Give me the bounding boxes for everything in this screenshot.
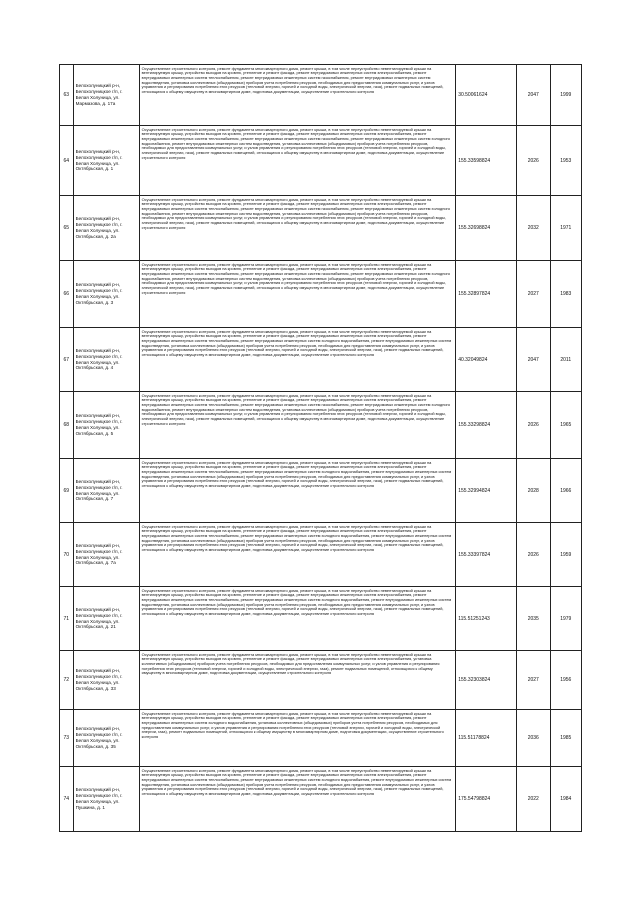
table-row bbox=[60, 261, 582, 328]
row-address: Белохолуницкий р-н, Белохолуницкое г/п, г. Белая Холуница, ул. Октябрьская, д. 21 bbox=[73, 587, 139, 651]
row-number: 71 bbox=[60, 587, 74, 651]
row-cost: 40.32049824 bbox=[456, 328, 517, 392]
row-address: Белохолуницкий р-н, Белохолуницкое г/п, г. Белая Холуница, ул. Октябрьская, д. 1 bbox=[73, 126, 139, 196]
row-works: Осуществление строительного контроля, ремонт фундамента многоквартирного дома, ремонт крыши, в том числе переустройство невентилируемой крыши на вентилируемую крышу, устройство выходов на кровлю, утепление и ремонт фасада, ремонт внутридомовых инженерных систем электроснабжения, ремонт внутридомовых инженерных систем теплоснабжения, ремонт внутридомовых инженерных систем газоснабжения, ремонт внутридомовых инженерных систем холодного водоснабжения, ремонт внутридомовых инженерных систем водоотведения, установка коллективных (общедомовых) приборов учета потребления ресурсов, необходимых для предоставления коммунальных услуг, и узлов управления и регулирования потребления этих ресурсов (тепловой энергии, горячей и холодной воды, электрической энергии, газа), ремонт подвальных помещений, относящихся к общему имуществу в многоквартирном доме, подготовка документации, осуществление строительного контроля bbox=[139, 261, 456, 328]
row-plan-year: 2026 bbox=[516, 126, 550, 196]
row-built-year: 1999 bbox=[550, 65, 581, 126]
row-works: Осуществление строительного контроля, ремонт фундамента многоквартирного дома, ремонт крыши, в том числе переустройство невентилируемой крыши на вентилируемую крышу, устройство выходов на кровлю, утепление и ремонт фасада, ремонт внутридомовых инженерных систем электроснабжения, установка коллективных (общедомовых) приборов учета потребления ресурсов, необходимых для предоставления коммунальных услуг, и узлов управления и регулирования потребления этих ресурсов (тепловой энергии, горячей и холодной воды, электрической энергии, газа), ремонт подвальных помещений, относящихся к общему имуществу в многоквартирном доме, подготовка документации, осуществление строительного контроля bbox=[139, 651, 456, 710]
row-number: 65 bbox=[60, 196, 74, 261]
row-plan-year: 2047 bbox=[516, 65, 550, 126]
table-row bbox=[60, 328, 582, 392]
row-plan-year: 2022 bbox=[516, 767, 550, 832]
row-address: Белохолуницкий р-н, Белохолуницкое г/п, г. Белая Холуница, ул. Октябрьская, д. 5 bbox=[73, 392, 139, 459]
row-number: 73 bbox=[60, 710, 74, 767]
row-plan-year: 2036 bbox=[516, 710, 550, 767]
row-address: Белохолуницкий р-н, Белохолуницкое г/п, г. Белая Холуница, ул. Октябрьская, д. 7а bbox=[73, 523, 139, 587]
row-cost: 115.51178824 bbox=[456, 710, 517, 767]
row-works: Осуществление строительного контроля, ремонт фундамента многоквартирного дома, ремонт крыши, в том числе переустройство невентилируемой крыши на вентилируемую крышу, устройство выходов на кровлю, утепление и ремонт фасада, ремонт внутридомовых инженерных систем электроснабжения, ремонт внутридомовых инженерных систем теплоснабжения, ремонт внутридомовых инженерных систем холодного водоснабжения, ремонт внутридомовых инженерных систем водоотведения, установка коллективных (общедомовых) приборов учета потребления ресурсов, необходимых для предоставления коммунальных услуг, и узлов управления и регулирования потребления этих ресурсов (тепловой энергии, горячей и холодной воды, электрической энергии, газа), ремонт подвальных помещений, относящихся к общему имуществу в многоквартирном доме, подготовка документации, осуществление строительного контроля bbox=[139, 523, 456, 587]
row-works: Осуществление строительного контроля, ремонт фундамента многоквартирного дома, ремонт крыши, в том числе переустройство невентилируемой крыши на вентилируемую крышу, устройство выходов на кровлю, утепление и ремонт фасада, ремонт внутридомовых инженерных систем электроснабжения, ремонт внутридомовых инженерных систем теплоснабжения, ремонт внутридомовых инженерных систем газоснабжения, ремонт внутридомовых инженерных систем водоотведения, установка коллективных (общедомовых) приборов учета потребления ресурсов, необходимых для предоставления коммунальных услуг, и узлов управления и регулирования потребления этих ресурсов (тепловой энергии, горячей и холодной воды, электрической энергии, газа), ремонт подвальных помещений, относящихся к общему имуществу в многоквартирном доме, подготовка документации, осуществление строительного контроля bbox=[139, 65, 456, 126]
row-works: Осуществление строительного контроля, ремонт фундамента многоквартирного дома, ремонт крыши, в том числе переустройство невентилируемой крыши на вентилируемую крышу, устройство выходов на кровлю, утепление и ремонт фасада, ремонт внутридомовых инженерных систем электроснабжения, ремонт внутридомовых инженерных систем теплоснабжения, ремонт внутридомовых инженерных систем газоснабжения, ремонт внутридомовых инженерных систем холодного водоснабжения, ремонт внутридомовых инженерных систем водоотведения, установка коллективных (общедомовых) приборов учета потребления ресурсов, необходимых для предоставления коммунальных услуг, и узлов управления и регулирования потребления этих ресурсов (тепловой энергии, горячей и холодной воды, электрической энергии, газа), ремонт подвальных помещений, относящихся к общему имуществу в многоквартирном доме, подготовка документации, осуществление строительного контроля bbox=[139, 392, 456, 459]
row-plan-year: 2026 bbox=[516, 392, 550, 459]
row-cost: 175.54798824 bbox=[456, 767, 517, 832]
table-row bbox=[60, 65, 582, 126]
row-plan-year: 2028 bbox=[516, 459, 550, 523]
row-plan-year: 2027 bbox=[516, 261, 550, 328]
row-cost: 155.33397824 bbox=[456, 523, 517, 587]
row-cost: 155.32698824 bbox=[456, 196, 517, 261]
row-built-year: 1985 bbox=[550, 710, 581, 767]
row-plan-year: 2032 bbox=[516, 196, 550, 261]
row-cost: 155.32897824 bbox=[456, 261, 517, 328]
row-number: 66 bbox=[60, 261, 74, 328]
row-built-year: 1984 bbox=[550, 767, 581, 832]
row-built-year: 1983 bbox=[550, 261, 581, 328]
row-address: Белохолуницкий р-н, Белохолуницкое г/п, г. Белая Холуница, ул. Октябрьская, д. 4 bbox=[73, 328, 139, 392]
row-built-year: 1956 bbox=[550, 651, 581, 710]
row-built-year: 1966 bbox=[550, 459, 581, 523]
row-number: 64 bbox=[60, 126, 74, 196]
row-works: Осуществление строительного контроля, ремонт фундамента многоквартирного дома, ремонт крыши, в том числе переустройство невентилируемой крыши на вентилируемую крышу, устройство выходов на кровлю, утепление и ремонт фасада, ремонт внутридомовых инженерных систем электроснабжения, ремонт внутридомовых инженерных систем теплоснабжения, ремонт внутридомовых инженерных систем холодного водоснабжения, ремонт внутридомовых инженерных систем водоотведения, установка коллективных (общедомовых) приборов учета потребления ресурсов, необходимых для предоставления коммунальных услуг, и узлов управления и регулирования потребления этих ресурсов (тепловой энергии, горячей и холодной воды, электрической энергии, газа), ремонт подвальных помещений, относящихся к общему имуществу в многоквартирном доме, подготовка документации, осуществление строительного контроля bbox=[139, 767, 456, 832]
table-row bbox=[60, 651, 582, 710]
table-row bbox=[60, 459, 582, 523]
row-built-year: 1965 bbox=[550, 392, 581, 459]
row-works: Осуществление строительного контроля, ремонт фундамента многоквартирного дома, ремонт крыши, в том числе переустройство невентилируемой крыши на вентилируемую крышу, устройство выходов на кровлю, утепление и ремонт фасада, ремонт внутридомовых инженерных систем электроснабжения, ремонт внутридомовых инженерных систем теплоснабжения, ремонт внутридомовых инженерных систем газоснабжения, ремонт внутридомовых инженерных систем холодного водоснабжения, ремонт внутридомовых инженерных систем водоотведения, установка коллективных (общедомовых) приборов учета потребления ресурсов, необходимых для предоставления коммунальных услуг, и узлов управления и регулирования потребления этих ресурсов (тепловой энергии, горячей и холодной воды, электрической энергии, газа), ремонт подвальных помещений, относящихся к общему имуществу в многоквартирном доме, подготовка документации, осуществление строительного контроля bbox=[139, 126, 456, 196]
row-plan-year: 2027 bbox=[516, 651, 550, 710]
row-cost: 155.33298824 bbox=[456, 392, 517, 459]
capital-repair-table bbox=[59, 64, 582, 832]
row-works: Осуществление строительного контроля, ремонт фундамента многоквартирного дома, ремонт крыши, в том числе переустройство невентилируемой крыши на вентилируемую крышу, устройство выходов на кровлю, утепление и ремонт фасада, ремонт внутридомовых инженерных систем электроснабжения, ремонт внутридомовых инженерных систем холодного водоснабжения, установка коллективных (общедомовых) приборов учета потребления ресурсов, необходимых для предоставления коммунальных услуг, и узлов управления и регулирования потребления этих ресурсов (тепловой энергии, горячей и холодной воды, электрической энергии, газа), ремонт подвальных помещений, относящихся к общему имуществу в многоквартирном доме, подготовка документации, осуществление строительного контроля bbox=[139, 710, 456, 767]
table-row bbox=[60, 587, 582, 651]
table-row bbox=[60, 126, 582, 196]
row-built-year: 1959 bbox=[550, 523, 581, 587]
row-address: Белохолуницкий р-н, Белохолуницкое г/п, г. Белая Холуница, ул. Пушкина, д. 1 bbox=[73, 767, 139, 832]
row-cost: 155.32303824 bbox=[456, 651, 517, 710]
row-works: Осуществление строительного контроля, ремонт фундамента многоквартирного дома, ремонт крыши, в том числе переустройство невентилируемой крыши на вентилируемую крышу, устройство выходов на кровлю, утепление и ремонт фасада, ремонт внутридомовых инженерных систем электроснабжения, ремонт внутридомовых инженерных систем теплоснабжения, ремонт внутридомовых инженерных систем газоснабжения, ремонт внутридомовых инженерных систем холодного водоснабжения, ремонт внутридомовых инженерных систем водоотведения, установка коллективных (общедомовых) приборов учета потребления ресурсов, необходимых для предоставления коммунальных услуг, и узлов управления и регулирования потребления этих ресурсов (тепловой энергии, горячей и холодной воды, электрической энергии, газа), ремонт подвальных помещений, относящихся к общему имуществу в многоквартирном доме, подготовка документации, осуществление строительного контроля bbox=[139, 196, 456, 261]
row-number: 67 bbox=[60, 328, 74, 392]
table-row bbox=[60, 196, 582, 261]
row-number: 63 bbox=[60, 65, 74, 126]
table-row bbox=[60, 523, 582, 587]
row-address: Белохолуницкий р-н, Белохолуницкое г/п, г. Белая Холуница, ул. Октябрьская, д. 35 bbox=[73, 710, 139, 767]
row-number: 68 bbox=[60, 392, 74, 459]
row-plan-year: 2035 bbox=[516, 587, 550, 651]
row-address: Белохолуницкий р-н, Белохолуницкое г/п, г. Белая Холуница, ул. Октябрьская, д. 3 bbox=[73, 261, 139, 328]
row-built-year: 1953 bbox=[550, 126, 581, 196]
row-works: Осуществление строительного контроля, ремонт фундамента многоквартирного дома, ремонт крыши, в том числе переустройство невентилируемой крыши на вентилируемую крышу, устройство выходов на кровлю, утепление и ремонт фасада, ремонт внутридомовых инженерных систем электроснабжения, ремонт внутридомовых инженерных систем теплоснабжения, ремонт внутридомовых инженерных систем холодного водоснабжения, ремонт внутридомовых инженерных систем водоотведения, установка коллективных (общедомовых) приборов учета потребления ресурсов, необходимых для предоставления коммунальных услуг, и узлов управления и регулирования потребления этих ресурсов (тепловой энергии, горячей и холодной воды, электрической энергии, газа), ремонт подвальных помещений, относящихся к общему имуществу в многоквартирном доме, подготовка документации, осуществление строительного контроля bbox=[139, 459, 456, 523]
row-plan-year: 2026 bbox=[516, 523, 550, 587]
row-number: 74 bbox=[60, 767, 74, 832]
table-body bbox=[60, 65, 582, 832]
row-built-year: 1971 bbox=[550, 196, 581, 261]
row-cost: 30.50061624 bbox=[456, 65, 517, 126]
row-built-year: 1979 bbox=[550, 587, 581, 651]
row-number: 72 bbox=[60, 651, 74, 710]
row-address: Белохолуницкий р-н, Белохолуницкое г/п, г. Белая Холуница, ул. Октябрьская, д. 7 bbox=[73, 459, 139, 523]
row-number: 70 bbox=[60, 523, 74, 587]
row-cost: 115.51251243 bbox=[456, 587, 517, 651]
row-works: Осуществление строительного контроля, ремонт фундамента многоквартирного дома, ремонт крыши, в том числе переустройство невентилируемой крыши на вентилируемую крышу, устройство выходов на кровлю, утепление и ремонт фасада, ремонт внутридомовых инженерных систем электроснабжения, ремонт внутридомовых инженерных систем теплоснабжения, ремонт внутридомовых инженерных систем холодного водоснабжения, ремонт внутридомовых инженерных систем водоотведения, установка коллективных (общедомовых) приборов учета потребления ресурсов, необходимых для предоставления коммунальных услуг, и узлов управления и регулирования потребления этих ресурсов (тепловой энергии, горячей и холодной воды, электрической энергии, газа), ремонт подвальных помещений, относящихся к общему имуществу в многоквартирном доме, подготовка документации, осуществление строительного контроля bbox=[139, 587, 456, 651]
table-row bbox=[60, 767, 582, 832]
row-address: Белохолуницкий р-н, Белохолуницкое г/п, г. Белая Холуница, ул. Мармазова, д. 17а bbox=[73, 65, 139, 126]
table-row bbox=[60, 710, 582, 767]
row-built-year: 2011 bbox=[550, 328, 581, 392]
table-row bbox=[60, 392, 582, 459]
row-cost: 155.32994824 bbox=[456, 459, 517, 523]
row-number: 69 bbox=[60, 459, 74, 523]
row-plan-year: 2047 bbox=[516, 328, 550, 392]
row-cost: 155.33598824 bbox=[456, 126, 517, 196]
row-address: Белохолуницкий р-н, Белохолуницкое г/п, г. Белая Холуница, ул. Октябрьская, д. 2а bbox=[73, 196, 139, 261]
row-works: Осуществление строительного контроля, ремонт фундамента многоквартирного дома, ремонт крыши, в том числе переустройство невентилируемой крыши на вентилируемую крышу, устройство выходов на кровлю, утепление и ремонт фасада, ремонт внутридомовых инженерных систем электроснабжения, ремонт внутридомовых инженерных систем теплоснабжения, ремонт внутридомовых инженерных систем холодного водоснабжения, ремонт внутридомовых инженерных систем водоотведения, установка коллективных (общедомовых) приборов учета потребления ресурсов, необходимых для предоставления коммунальных услуг, и узлов управления и регулирования потребления этих ресурсов (тепловой энергии, горячей и холодной воды, электрической энергии, газа), ремонт подвальных помещений, относящихся к общему имуществу в многоквартирном доме, подготовка документации, осуществление строительного контроля bbox=[139, 328, 456, 392]
row-address: Белохолуницкий р-н, Белохолуницкое г/п, г. Белая Холуница, ул. Октябрьская, д. 33 bbox=[73, 651, 139, 710]
